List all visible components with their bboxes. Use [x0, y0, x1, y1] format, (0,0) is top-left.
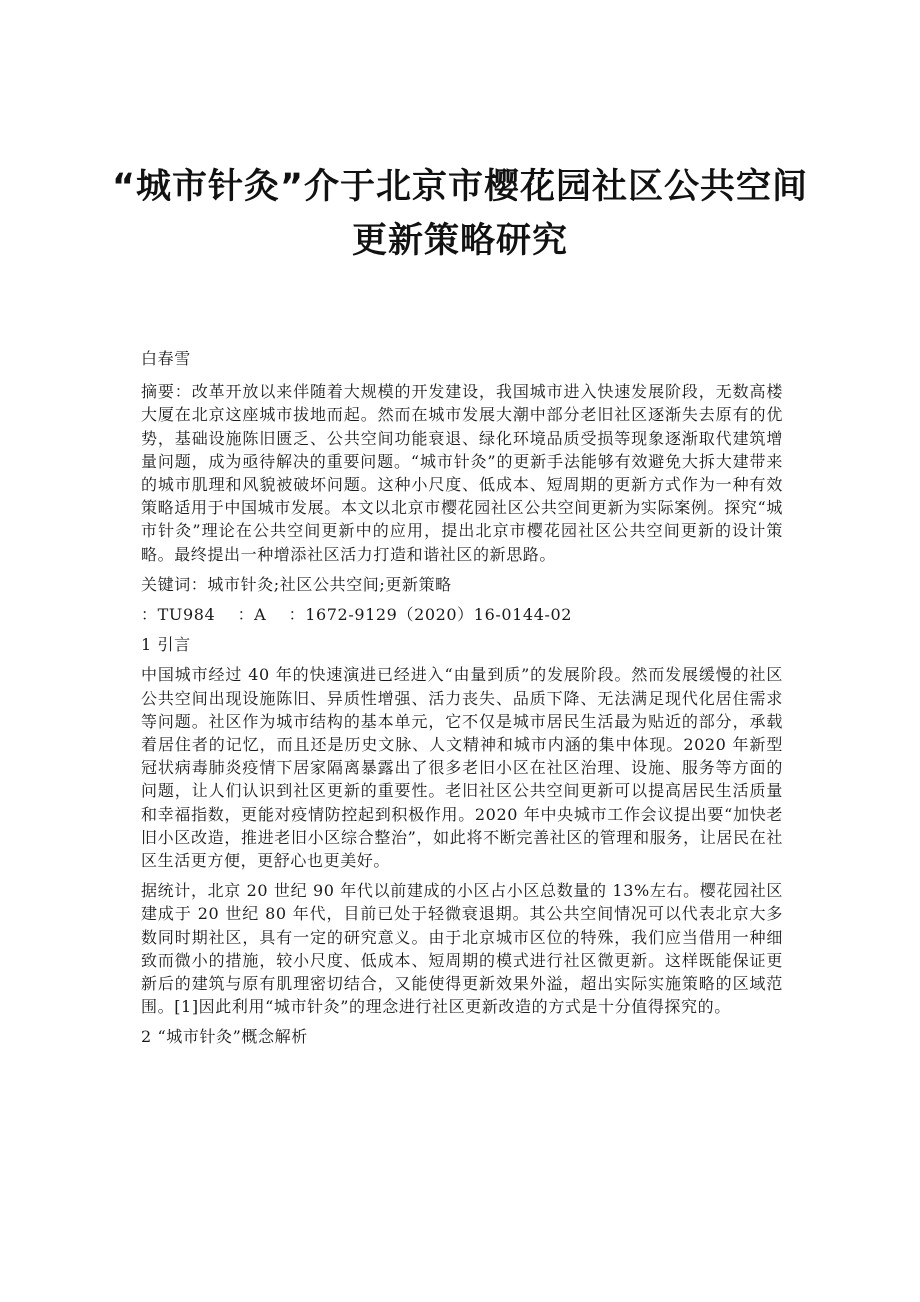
keywords-line: 关键词：城市针灸;社区公共空间;更新策略	[141, 574, 452, 594]
section-heading-concept: 2 “城市针灸”概念解析	[141, 1027, 308, 1047]
body-paragraph: 据统计，北京 20 世纪 90 年代以前建成的小区占小区总数量的 13%左右。樱花园社区建成于 20 世纪 80 年代，目前已处于轻微衰退期。其公共空间情况可以代表北京大多数同时期社区，具有一定的研究意义。由于北京城市区位的特殊，我们应当借用一种细致而微小的措施，较小尺度、低成本、短周期的模式进行社区微更新。这样既能保证更新后的建筑与原有肌理密切结合，又能使得更新效果外溢，超出实际实施策略的区域范围。[1]因此利用“城市针灸”的理念进行社区更新改造的方式是十分值得探究的。	[141, 881, 783, 1017]
abstract-paragraph: 摘要：改革开放以来伴随着大规模的开发建设，我国城市进入快速发展阶段，无数高楼大厦在北京这座城市拔地而起。然而在城市发展大潮中部分老旧社区逐渐失去原有的优势，基础设施陈旧匮乏、公共空间功能衰退、绿化环境品质受损等现象逐渐取代建筑增量问题，成为亟待解决的重要问题。“城市针灸”的更新手法能够有效避免大拆大建带来的城市肌理和风貌被破坏问题。这种小尺度、低成本、短周期的更新方式作为一种有效策略适用于中国城市发展。本文以北京市樱花园社区公共空间更新为实际案例。探究“城市针灸”理论在公共空间更新中的应用，提出北京市樱花园社区公共空间更新的设计策略。最终提出一种增添社区活力打造和谐社区的新思路。	[141, 382, 783, 564]
author-name: 白春雪	[141, 349, 191, 368]
classification-line: ：TU984 ：A ：1672-9129（2020）16-0144-02	[141, 605, 573, 625]
body-paragraph: 中国城市经过 40 年的快速演进已经进入“由量到质”的发展阶段。然而发展缓慢的社区公共空间出现设施陈旧、异质性增强、活力丧失、品质下降、无法满足现代化居住需求等问题。社区作为城市结构的基本单元，它不仅是城市居民生活最为贴近的部分，承载着居住者的记忆，而且还是历史文脉、人文精神和城市内涵的集中体现。2020 年新型冠状病毒肺炎疫情下居家隔离暴露出了很多老旧小区在社区治理、设施、服务等方面的问题，让人们认识到社区更新的重要性。老旧社区公共空间更新可以提高居民生活质量和幸福指数，更能对疫情防控起到积极作用。2020 年中央城市工作会议提出要“加快老旧小区改造，推进老旧小区综合整治”，如此将不断完善社区的管理和服务，让居民在社区生活更方便，更舒心也更美好。	[141, 665, 783, 871]
section-heading-introduction: 1 引言	[141, 635, 191, 655]
document-title: “城市针灸”介于北京市樱花园社区公共空间更新策略研究	[111, 167, 808, 261]
document-body	[141, 347, 783, 1056]
